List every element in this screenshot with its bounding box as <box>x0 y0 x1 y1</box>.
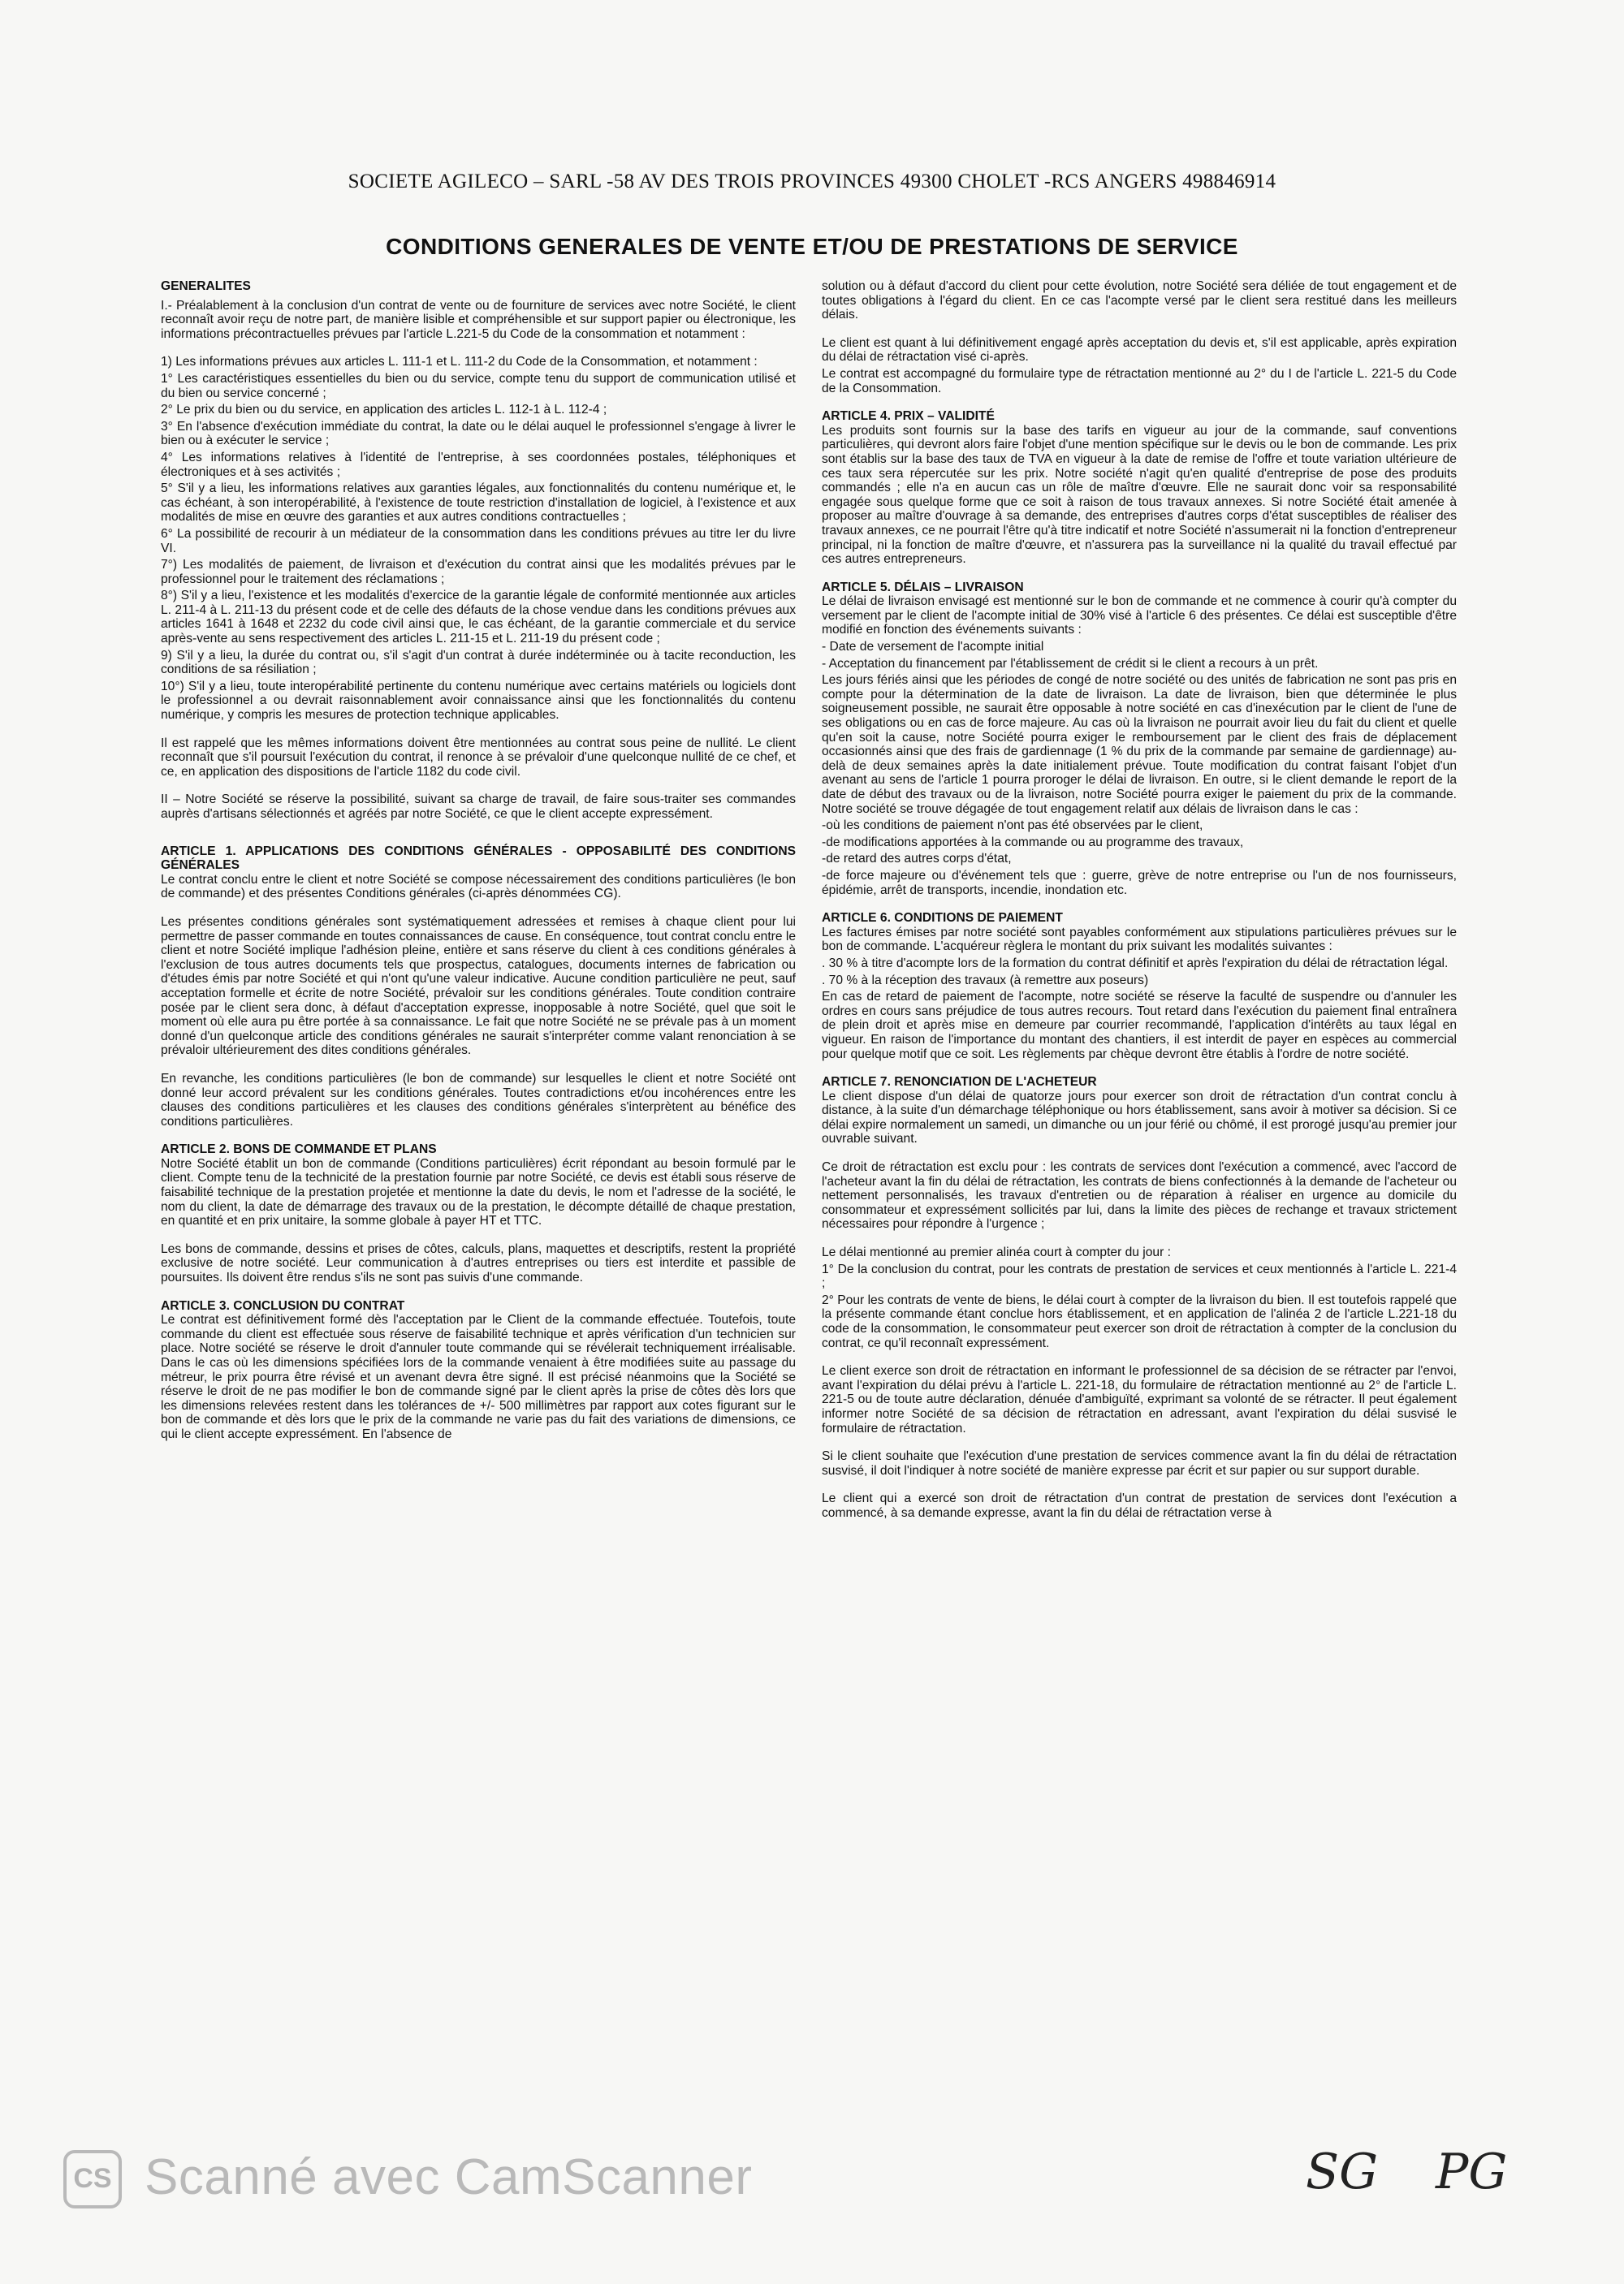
list-item: 8°) S'il y a lieu, l'existence et les modalités d'exercice de la garantie légale de conformité mentionnée aux articles L. 211-4 à L. 211-13 du présent code et de celle des défauts de la chose vendue dans les conditions prévues aux articles 1641 à 1648 et 2232 du code civil ainsi que, le cas échéant, de la garantie commerciale et du service après-vente au sens respectivement des articles L. 211-15 et L. 211-19 du présent code ; <box>161 589 796 646</box>
paragraph: Si le client souhaite que l'exécution d'une prestation de services commence avant la fin du délai de rétractation susvisé, il doit l'indiquer à notre société de manière expresse par écrit et sur papier ou sur support durable. <box>822 1449 1457 1478</box>
list-item: 10°) S'il y a lieu, toute interopérabilité pertinente du contenu numérique avec certains matériels ou logiciels dont le professionnel a ou devrait raisonnablement avoir connaissance ainsi que les fonctionnalités du contenu numérique, y compris les mesures de protection technique applicables. <box>161 679 796 723</box>
paragraph: Les jours fériés ainsi que les périodes de congé de notre société ou des unités de fabrication ne sont pas pris en compte pour la détermination de la date de livraison. La date de livraison, bien que déterminée le plus soigneusement possible, ne saurait être opposable à notre société en cas d'inexécution par le client de l'une de ses obligations ou en cas de force majeure. Au cas où la livraison ne pourrait avoir lieu du fait du client et quelle qu'en soit la cause, notre Société pourra exiger le remboursement par le client des frais de déplacement occasionnés ainsi que des frais de gardiennage (1 % du prix de la commande par semaine de gardiennage) au-delà de deux semaines après la date initialement prévue. Toute modification du contrat faisant l'objet d'un avenant au sens de l'article 1 pourra proroger le délai de livraison. En outre, si le client demande le report de la date de début des travaux ou de la livraison, notre Société pourra exiger le paiement du prix de la commande. Notre société se trouve dégagée de tout engagement relatif aux délais de livraison dans le cas : <box>822 673 1457 816</box>
paragraph: Les factures émises par notre société sont payables conformément aux stipulations particulières prévues sur le bon de commande. L'acquéreur règlera le montant du prix suivant les modalités suivantes : <box>822 925 1457 954</box>
list-item: - Acceptation du financement par l'établissement de crédit si le client a recours à un prêt. <box>822 656 1319 671</box>
list-item: 1° De la conclusion du contrat, pour les contrats de prestation de services et ceux mentionnés à l'article L. 221-4 ; <box>822 1262 1457 1291</box>
paragraph: solution ou à défaut d'accord du client pour cette évolution, notre Société sera déliée de tout engagement et de toutes obligations à l'égard du client. En ce cas l'acompte versé par le client sera restitué dans les meilleurs délais. <box>822 279 1457 322</box>
section-heading-article-5: ARTICLE 5. DÉLAIS – LIVRAISON <box>822 580 1024 594</box>
handwritten-initials-1: SG <box>1306 2144 1379 2200</box>
paragraph: Le contrat conclu entre le client et notre Société se compose nécessairement des conditions particulières (le bon de commande) et des présentes Conditions générales (ci-après dénommées CG). <box>161 872 796 901</box>
section-heading-article-4: ARTICLE 4. PRIX – VALIDITÉ <box>822 409 995 424</box>
paragraph: Notre Société établit un bon de commande (Conditions particulières) écrit répondant au besoin formulé par le client. Compte tenu de la technicité de la prestation fournie par notre Société, ce devis est établi sous réserve de faisabilité technique de la prestation projetée et mentionne la date du devis, le nom et l'adresse de la société, le nom du client, la date de démarrage des travaux ou de la prestation, le décompte détaillé de chaque prestation, en quantité et en prix unitaire, la somme globale à payer HT et TTC. <box>161 1156 796 1228</box>
list-item: 1) Les informations prévues aux articles L. 111-1 et L. 111-2 du Code de la Consommation, et notamment : <box>161 355 758 369</box>
section-heading-article-1: ARTICLE 1. APPLICATIONS DES CONDITIONS GÉNÉRALES - OPPOSABILITÉ DES CONDITIONS GÉNÉRALES <box>161 844 796 873</box>
section-heading-article-3: ARTICLE 3. CONCLUSION DU CONTRAT <box>161 1298 405 1313</box>
paragraph: Le contrat est accompagné du formulaire type de rétractation mentionné au 2° du I de l'article L. 221-5 du Code de la Consommation. <box>822 366 1457 395</box>
list-item: 6° La possibilité de recourir à un médiateur de la consommation dans les conditions prévues au titre Ier du livre VI. <box>161 526 796 555</box>
list-item: . 30 % à titre d'acompte lors de la formation du contrat définitif et après l'expiration du délai de rétractation légal. <box>822 956 1449 970</box>
paragraph: Les présentes conditions générales sont systématiquement adressées et remises à chaque client pour lui permettre de passer commande en toutes connaissances de cause. En conséquence, tout contrat conclu entre le client et notre Société implique l'adhésion pleine, entière et sans réserve du client à ces conditions générales à l'exclusion de tous autres documents tels que prospectus, catalogues, documents internes de fabrication ou d'études émis par notre Société et qui n'ont qu'une valeur indicative. Aucune condition particulière ne peut, sauf acceptation formelle et écrite de notre Société, prévaloir sur les conditions générales. Toute condition contraire posée par le client sera donc, à défaut d'acceptation expresse, inopposable à notre Société, quel que soit le moment où elle aura pu être portée à sa connaissance. Le fait que notre Société ne se prévale pas à un moment donné d'un quelconque article des conditions générales ne saurait s'interpréter comme valant renonciation à se prévaloir ultérieurement des dites conditions générales. <box>161 914 796 1058</box>
list-item: -de retard des autres corps d'état, <box>822 852 1012 866</box>
paragraph: Le client dispose d'un délai de quatorze jours pour exercer son droit de rétractation d'un contrat conclu à distance, à la suite d'un démarchage téléphonique ou hors établissement, sans avoir à motiver sa décision. Si ce délai expire normalement un samedi, un dimanche ou un jour férié ou chômé, il est prorogé jusqu'au premier jour ouvrable suivant. <box>822 1089 1457 1146</box>
list-item: . 70 % à la réception des travaux (à remettre aux poseurs) <box>822 973 1149 987</box>
page-title: CONDITIONS GENERALES DE VENTE ET/OU DE PRESTATIONS DE SERVICE <box>386 234 1238 259</box>
section-heading-article-7: ARTICLE 7. RENONCIATION DE L'ACHETEUR <box>822 1075 1097 1090</box>
paragraph: Ce droit de rétractation est exclu pour : les contrats de services dont l'exécution a commencé, avec l'accord de l'acheteur avant la fin du délai de rétractation, les contrats de biens confectionnés à la demande de l'acheteur ou nettement personnalisés, les travaux d'entretien ou de réparation à réaliser en urgence au domicile du consommateur et expressément sollicités par lui, dans la limite des pièces de rechange et travaux strictement nécessaires pour répondre à l'urgence ; <box>822 1160 1457 1232</box>
camscanner-logo-icon: CS <box>63 2150 122 2208</box>
list-item: 9) S'il y a lieu, la durée du contrat ou, s'il s'agit d'un contrat à durée indéterminée ou à tacite reconduction, les conditions de sa résiliation ; <box>161 648 796 677</box>
list-item: - Date de versement de l'acompte initial <box>822 640 1044 654</box>
list-item: 4° Les informations relatives à l'identité de l'entreprise, à ses coordonnées postales, téléphoniques et électroniques et à ses activités ; <box>161 450 796 479</box>
paragraph: II – Notre Société se réserve la possibilité, suivant sa charge de travail, de faire sous-traiter ses commandes auprès d'artisans sélectionnés et agréés par notre Société, ce que le client accepte expressément. <box>161 792 796 821</box>
paragraph: Le délai de livraison envisagé est mentionné sur le bon de commande et ne commence à courir qu'à compter du versement par le client de l'acompte initial de 30% visé à l'article 6 des présentes. Ce délai est susceptible d'être modifié en fonction des événements suivants : <box>822 594 1457 637</box>
list-item: -de modifications apportées à la commande ou au programme des travaux, <box>822 835 1244 849</box>
paragraph: En revanche, les conditions particulières (le bon de commande) sur lesquelles le client et notre Société ont donné leur accord prévalent sur les conditions générales. Toutes contradictions et/ou incohérences entre les clauses des conditions particulières et les clauses des conditions générales s'interprètent au bénéfice des conditions particulières. <box>161 1071 796 1129</box>
section-heading-generalites: GENERALITES <box>161 279 251 293</box>
paragraph: Le client qui a exercé son droit de rétractation d'un contrat de prestation de services dont l'exécution a commencé, à sa demande expresse, avant la fin du délai de rétractation verse à <box>822 1492 1457 1520</box>
paragraph: I.- Préalablement à la conclusion d'un contrat de vente ou de fourniture de services avec notre Société, le client reconnaît avoir reçu de notre part, de manière lisible et compréhensible et sur support papier ou électronique, les informations précontractuelles prévues par l'article L.221-5 du Code de la consommation et notamment : <box>161 298 796 341</box>
list-item: 5° S'il y a lieu, les informations relatives aux garanties légales, aux fonctionnalités du contenu numérique et, le cas échéant, à son interopérabilité, à l'existence de toute restriction d'installation de logiciel, à l'existence et aux modalités de mise en œuvre des garanties et aux autres conditions contractuelles ; <box>161 481 796 525</box>
paragraph: En cas de retard de paiement de l'acompte, notre société se réserve la faculté de suspendre ou d'annuler les ordres en cours sans préjudice de tous autres recours. Tout retard dans l'exécution du paiement final entraînera de plein droit et après mise en demeure par courrier recommandé, l'application d'intérêts au taux légal en vigueur. En raison de l'importance du montant des chantiers, il est interdit de payer en espèces au commercial pour quelque motif que ce soit. Les règlements par chèque devront être établis à l'ordre de notre société. <box>822 990 1457 1061</box>
company-line: SOCIETE AGILECO – SARL -58 AV DES TROIS PROVINCES 49300 CHOLET -RCS ANGERS 498846914 <box>348 171 1276 192</box>
paragraph: Le client est quant à lui définitivement engagé après acceptation du devis et, s'il est applicable, après expiration du délai de rétractation visé ci-après. <box>822 335 1457 365</box>
list-item: -où les conditions de paiement n'ont pas été observées par le client, <box>822 818 1203 833</box>
paragraph: Le délai mentionné au premier alinéa court à compter du jour : <box>822 1246 1171 1260</box>
paragraph: Les bons de commande, dessins et prises de côtes, calculs, plans, maquettes et descriptifs, restent la propriété exclusive de notre société. Leur communication à d'autres entreprises ou tiers est interdite et passible de poursuites. Ils doivent être rendus s'ils ne sont pas suivis d'une commande. <box>161 1241 796 1285</box>
camscanner-watermark: Scanné avec CamScanner <box>145 2149 753 2205</box>
right-column <box>822 279 1457 1911</box>
list-item: 1° Les caractéristiques essentielles du bien ou du service, compte tenu du support de communication utilisé et du bien ou service concerné ; <box>161 371 796 400</box>
paragraph: Le contrat est définitivement formé dès l'acceptation par le Client de la commande effectuée. Toutefois, toute commande du client est effectuée sous réserve de faisabilité technique et après vérification d'un technicien sur place. Notre société se réserve le droit d'annuler toute commande qui se révélerait techniquement irréalisable. Dans le cas où les dimensions spécifiées lors de la commande venaient à être modifiées suite au passage du métreur, le prix pourra être révisé et un avenant devra être signé. Il est précisé néanmoins que la Société se réserve le droit de ne pas modifier le bon de commande signé par le client après la prise de côtes dès lors que les dimensions relevées restent dans les tolérances de +/- 500 millimètres par rapport aux cotes figurant sur le bon de commande et dès lors que le prix de la commande ne varie pas du fait des variations de dimensions, ce qui le client accepte expressément. En l'absence de <box>161 1313 796 1441</box>
section-heading-article-2: ARTICLE 2. BONS DE COMMANDE ET PLANS <box>161 1142 437 1157</box>
list-item: 2° Le prix du bien ou du service, en application des articles L. 112-1 à L. 112-4 ; <box>161 403 607 417</box>
list-item: 2° Pour les contrats de vente de biens, le délai court à compter de la livraison du bien. Il est toutefois rappelé que la présente commande étant conclue hors établissement, et en application de l'alinéa 2 de l'article L.221-18 du code de la consommation, le consommateur peut exercer son droit de rétractation à compter de la conclusion du contrat, ce qu'il reconnaît expressément. <box>822 1293 1457 1350</box>
list-item: 7°) Les modalités de paiement, de livraison et d'exécution du contrat ainsi que les modalités prévues par le professionnel pour le traitement des réclamations ; <box>161 558 796 586</box>
section-heading-article-6: ARTICLE 6. CONDITIONS DE PAIEMENT <box>822 911 1063 926</box>
handwritten-initials-2: PG <box>1436 2144 1508 2200</box>
left-column <box>161 279 796 1911</box>
list-item: 3° En l'absence d'exécution immédiate du contrat, la date ou le délai auquel le professionnel s'engage à livrer le bien ou à exécuter le service ; <box>161 419 796 448</box>
list-item: -de force majeure ou d'événement tels que : guerre, grève de notre entreprise ou l'un de nos fournisseurs, épidémie, arrêt de transports, incendie, inondation etc. <box>822 868 1457 897</box>
scan-footer <box>63 2144 1557 2208</box>
paragraph: Il est rappelé que les mêmes informations doivent être mentionnées au contrat sous peine de nullité. Le client reconnaît que s'il poursuit l'exécution du contrat, il renonce à se prévaloir d'une quelconque nullité de ce chef, et ce, en application des dispositions de l'article 1182 du code civil. <box>161 736 796 779</box>
paragraph: Le client exerce son droit de rétractation en informant le professionnel de sa décision de se rétracter par l'envoi, avant l'expiration du délai prévu à l'article L. 221-18, du formulaire de rétractation mentionné au 2° de l'article L. 221-5 ou de toute autre déclaration, dénuée d'ambiguïté, exprimant sa volonté de se rétracter. Il peut également informer notre Société de sa décision de rétractation en adressant, avant l'expiration du délai susvisé le formulaire de rétractation. <box>822 1364 1457 1436</box>
paragraph: Les produits sont fournis sur la base des tarifs en vigueur au jour de la commande, sauf conventions particulières, qui devront alors faire l'objet d'une mention spécifique sur le devis ou le bon de commande. Les prix sont établis sur la base des taux de TVA en vigueur à la date de remise de l'offre et toute variation ultérieure de ces taux sera répercutée sur les prix. Notre société n'agit qu'en qualité d'entreprise de pose des produits commandés ; elle n'a en aucun cas un rôle de maître d'œuvre. Elle ne saurait donc voir sa responsabilité engagée sous quelque forme que ce soit à raison de tous travaux annexes. Si notre Société était amenée à proposer au maître d'ouvrage à sa demande, des entreprises d'autres corps d'état susceptibles de réaliser des travaux annexes, ce ne pourrait l'être qu'à titre indicatif et notre Société n'assumerait ni la fonction d'entrepreneur principal, ni la fonction de maître d'œuvre, et n'assurera pas la surveillance ni la qualité du travail effectué par ces autres entrepreneurs. <box>822 423 1457 567</box>
